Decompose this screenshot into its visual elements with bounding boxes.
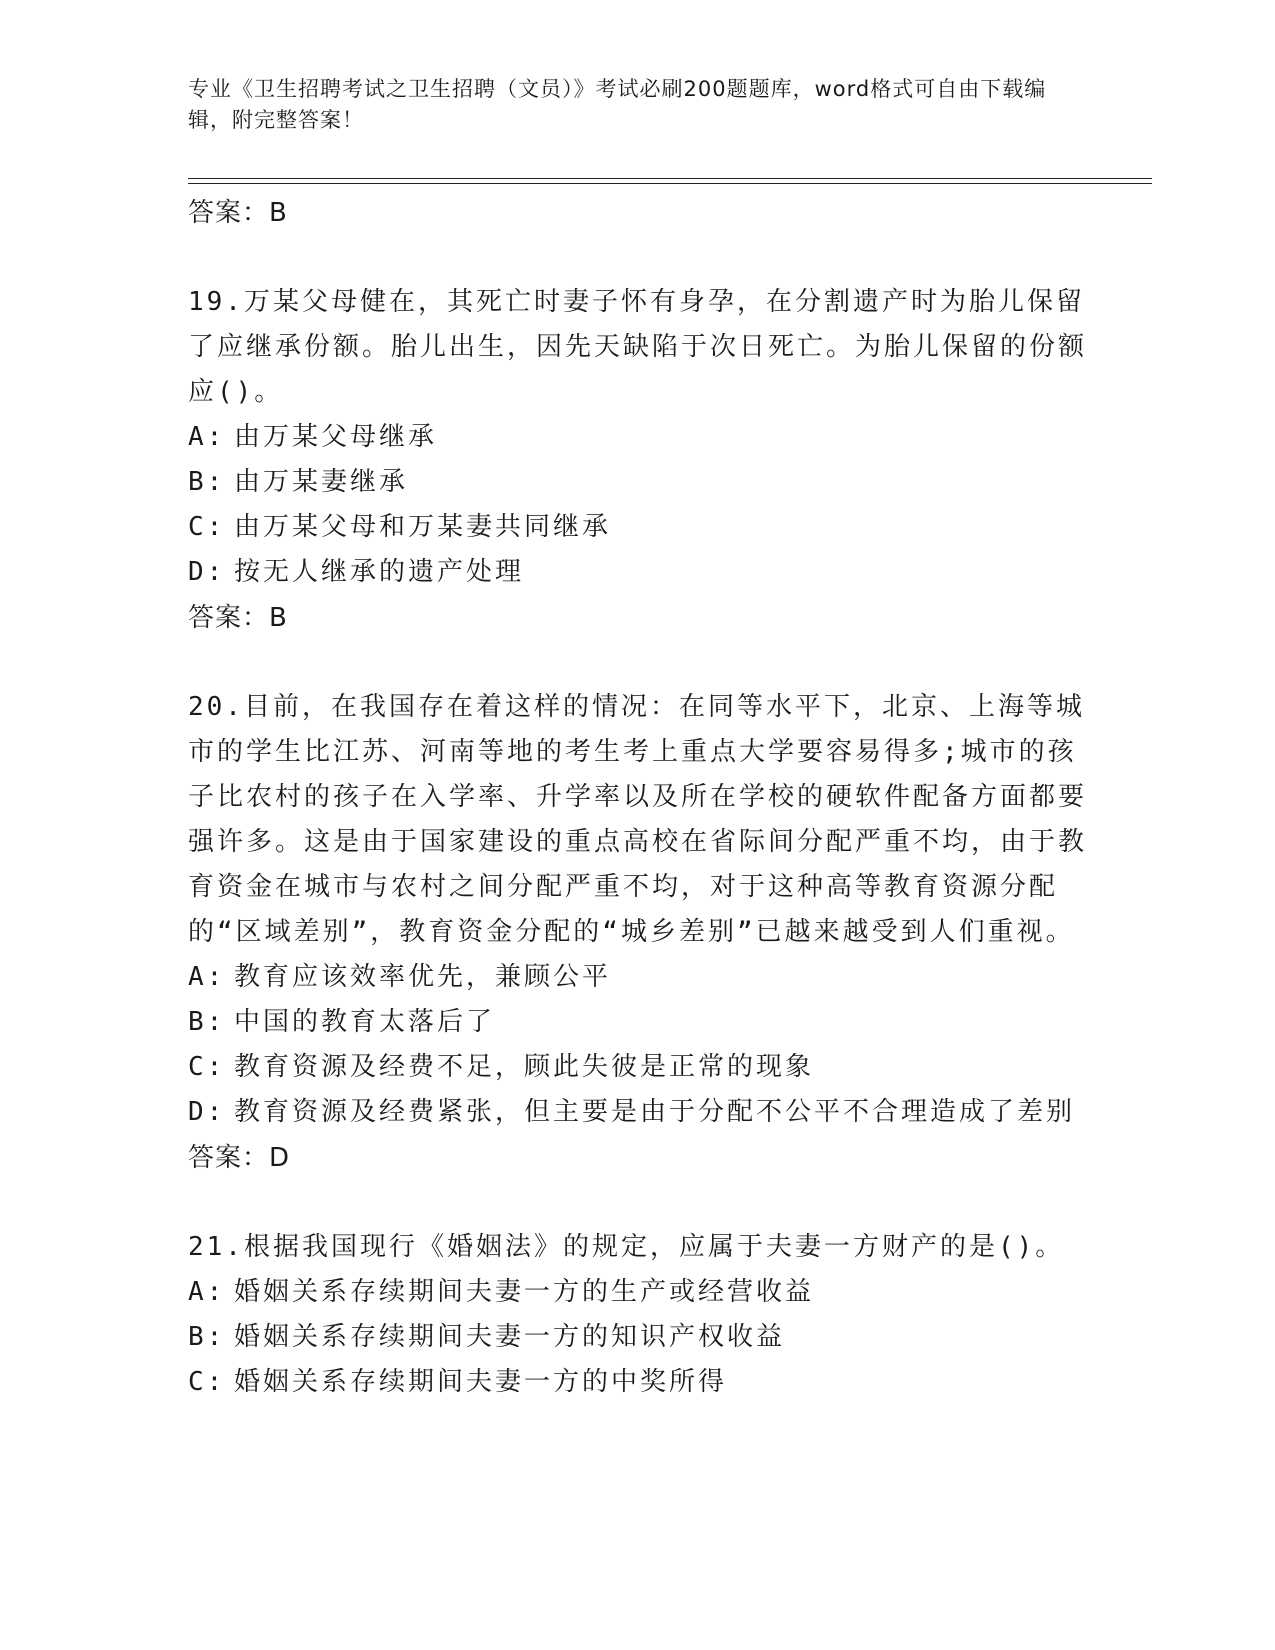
option-letter: B: (188, 1007, 226, 1037)
option-text: 教育资源及经费不足，顾此失彼是正常的现象 (234, 1052, 815, 1082)
option-letter: C: (188, 1367, 226, 1397)
option-d (188, 1090, 1088, 1135)
question-21 (188, 1225, 1088, 1405)
answer-label: 答案：B (188, 198, 288, 228)
question-19 (188, 280, 1088, 641)
option-letter: A: (188, 422, 226, 452)
option-letter: A: (188, 962, 226, 992)
option-text: 由万某父母和万某妻共同继承 (234, 512, 612, 542)
option-letter: D: (188, 1097, 226, 1127)
option-text: 婚姻关系存续期间夫妻一方的知识产权收益 (234, 1322, 786, 1352)
option-text: 教育应该效率优先，兼顾公平 (234, 962, 612, 992)
option-c (188, 1045, 1088, 1090)
option-text: 由万某父母继承 (234, 422, 438, 452)
option-letter: A: (188, 1277, 226, 1307)
option-letter: D: (188, 557, 226, 587)
option-b (188, 1315, 1088, 1360)
option-letter: C: (188, 512, 226, 542)
option-a (188, 955, 1088, 1000)
answer-label: 答案：D (188, 1143, 291, 1173)
question-list (188, 190, 1088, 1405)
option-b (188, 1000, 1088, 1045)
page-header: 专业《卫生招聘考试之卫生招聘（文员）》考试必刷200题题库，word格式可自由下载编辑，附完整答案！ (188, 77, 1047, 132)
answer-label: 答案：B (188, 603, 288, 633)
option-b (188, 460, 1088, 505)
option-letter: B: (188, 1322, 226, 1352)
header-divider (188, 178, 1152, 184)
option-a (188, 1270, 1088, 1315)
option-text: 按无人继承的遗产处理 (234, 557, 525, 587)
option-letter: B: (188, 467, 226, 497)
question-20 (188, 685, 1088, 1181)
option-letter: C: (188, 1052, 226, 1082)
option-text: 由万某妻继承 (234, 467, 409, 497)
option-text: 教育资源及经费紧张，但主要是由于分配不公平不合理造成了差别 (234, 1097, 1076, 1127)
option-a (188, 415, 1088, 460)
option-c (188, 1360, 1088, 1405)
question-stem: 19.万某父母健在，其死亡时妻子怀有身孕，在分割遗产时为胎儿保留了应继承份额。胎儿出生，因先天缺陷于次日死亡。为胎儿保留的份额应()。 (188, 287, 1088, 407)
option-d (188, 550, 1088, 595)
option-text: 中国的教育太落后了 (234, 1007, 496, 1037)
option-text: 婚姻关系存续期间夫妻一方的生产或经营收益 (234, 1277, 815, 1307)
question-stem: 21.根据我国现行《婚姻法》的规定，应属于夫妻一方财产的是()。 (188, 1232, 1065, 1262)
option-c (188, 505, 1088, 550)
option-text: 婚姻关系存续期间夫妻一方的中奖所得 (234, 1367, 728, 1397)
question-stem: 20.目前，在我国存在着这样的情况：在同等水平下，北京、上海等城市的学生比江苏、河南等地的考生考上重点大学要容易得多;城市的孩子比农村的孩子在入学率、升学率以及所在学校的硬软件配备方面都要强许多。这是由于国家建设的重点高校在省际间分配严重不均，由于教育资金在城市与农村之间分配严重不均，对于这种高等教育资源分配的“区域差别”，教育资金分配的“城乡差别”已越来越受到人们重视。 (188, 692, 1088, 947)
